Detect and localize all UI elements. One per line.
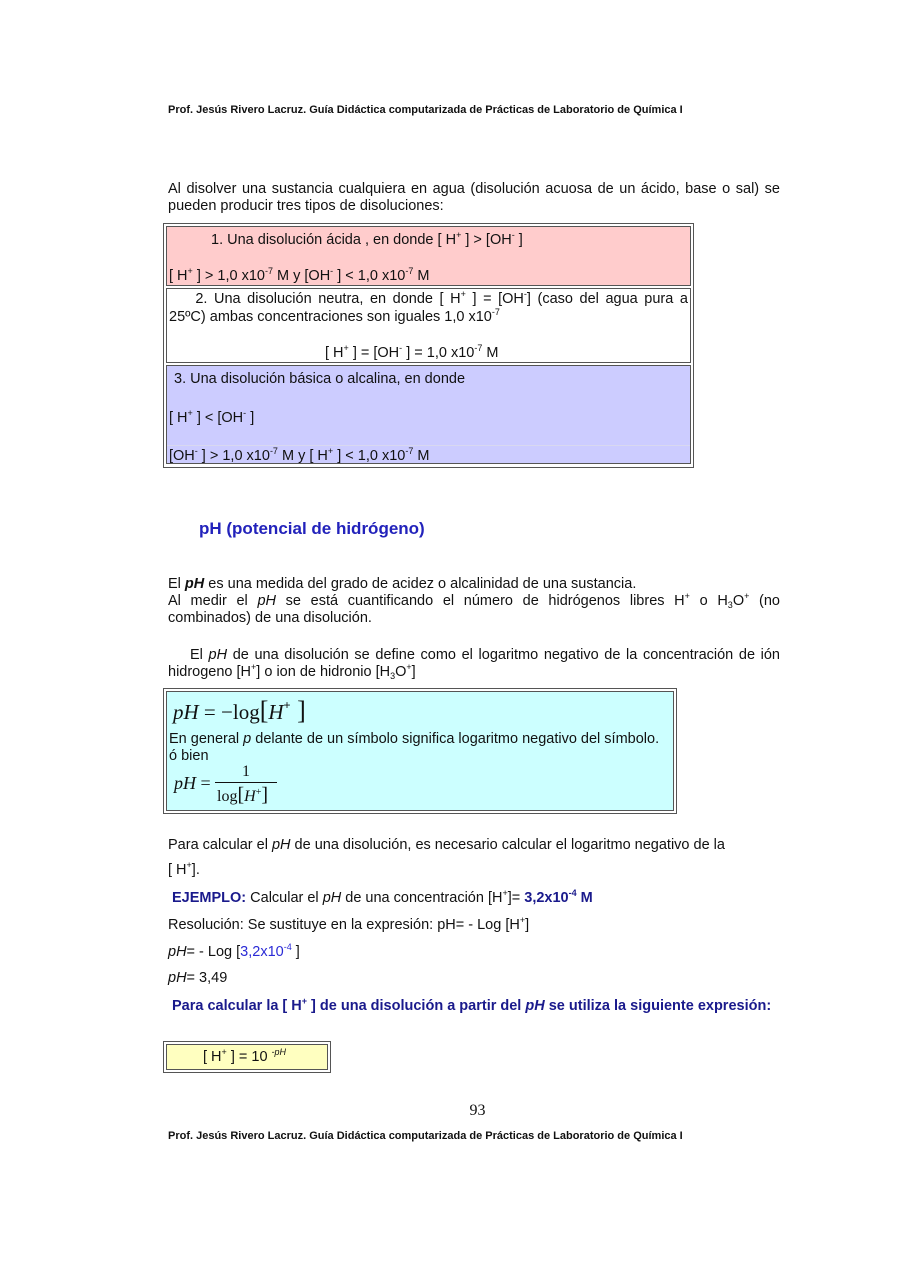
neutral-solution-cell	[166, 288, 691, 363]
neutral-line2: 25ºC) ambas concentraciones son iguales 1,0 $x10^{-7}$	[169, 307, 500, 325]
or-label: ó bien	[169, 748, 209, 764]
acid-solution-cell	[166, 226, 691, 286]
fraction-denominator: log[H+]	[217, 784, 268, 806]
general-p-note: En general p delante de un símbolo significa logaritmo negativo del símbolo.	[169, 731, 660, 747]
acid-title: 1. Una disolución ácida , en donde [ H+ ] > [OH- ]	[211, 230, 523, 248]
fraction-bar	[215, 782, 277, 783]
basic-solution-cell	[166, 365, 691, 464]
ph-formula-log: pH = −log[H+ ]	[173, 696, 306, 725]
ph-definition-1: El pH es una medida del grado de acidez o alcalinidad de una sustancia.	[168, 576, 637, 592]
page-footer: Prof. Jesús Rivero Lacruz. Guía Didáctica computarizada de Prácticas de Laboratorio de Química I	[168, 1130, 683, 1142]
section-title: pH (potencial de hidrógeno)	[199, 519, 425, 538]
resolution-step-2: pH= 3,49	[168, 970, 228, 986]
basic-title: 3. Una disolución básica o alcalina, en donde	[174, 371, 466, 387]
example-label: EJEMPLO:	[172, 890, 247, 906]
ph-formula-fraction-lhs: pH =	[174, 773, 211, 793]
calc-intro-line2: [ H+].	[168, 860, 200, 878]
resolution-step-1: pH= - Log [$3,2x10^{-4}$ ]	[168, 942, 300, 960]
example-line: EJEMPLO: Calcular el pH de una concentración $[H^+]= 3,2x10^{-4}$ M	[172, 888, 593, 906]
intro-paragraph: Al disolver una sustancia cualquiera en agua (disolución acuosa de un ácido, base o sal) se pueden producir tres tipos de disoluciones:	[168, 181, 780, 214]
calc-intro: Para calcular el pH de una disolución, es necesario calcular el logaritmo negativo de la	[168, 837, 725, 853]
solution-types-table	[163, 223, 694, 468]
ph-definition-3: El pH de una disolución se define como el logaritmo negativo de la concentración de ión hidrogeno [H+] o ion de hidronio $[H_3O^+]$	[168, 647, 780, 681]
basic-condition-2: [OH- ] > 1,0 $x10^{-7}$ M y [ H+ ] < 1,0 $x10^{-7}$ M	[169, 446, 430, 464]
acid-condition: [ H+ ] > 1,0 $x10^{-7}$ M y [OH- ] < 1,0 $x10^{-7}$ M	[169, 266, 430, 284]
resolution-line: Resolución: Se sustituye en la expresión: pH= - Log [H+]	[168, 915, 530, 933]
neutral-line1: 2. Una disolución neutra, en donde [ H+ ] = [OH-] (caso del agua pura a	[195, 289, 688, 307]
fraction-numerator: 1	[242, 763, 250, 780]
neutral-equation: [ H+ ] = [OH- ] = 1,0 $x10^{-7}$ M	[325, 343, 499, 361]
ph-formula-box	[163, 688, 677, 814]
page-header: Prof. Jesús Rivero Lacruz. Guía Didáctica computarizada de Prácticas de Laboratorio de Química I	[168, 104, 683, 116]
inverse-formula-intro: Para calcular la [ H+ ] de una disolución a partir del pH se utiliza la siguiente expresión:	[172, 996, 772, 1014]
page-number: 93	[469, 1102, 486, 1119]
basic-condition-1: [ H+ ] < [OH- ]	[169, 408, 255, 426]
inverse-formula-box	[163, 1041, 331, 1073]
ph-definition-2: Al medir el pH se está cuantificando el número de hidrógenos libres H+ o $H_3O^+$ (no combinados) de una disolución.	[168, 591, 780, 626]
inverse-formula: [ H+ ] = 10 $^{-pH}$	[203, 1047, 287, 1065]
